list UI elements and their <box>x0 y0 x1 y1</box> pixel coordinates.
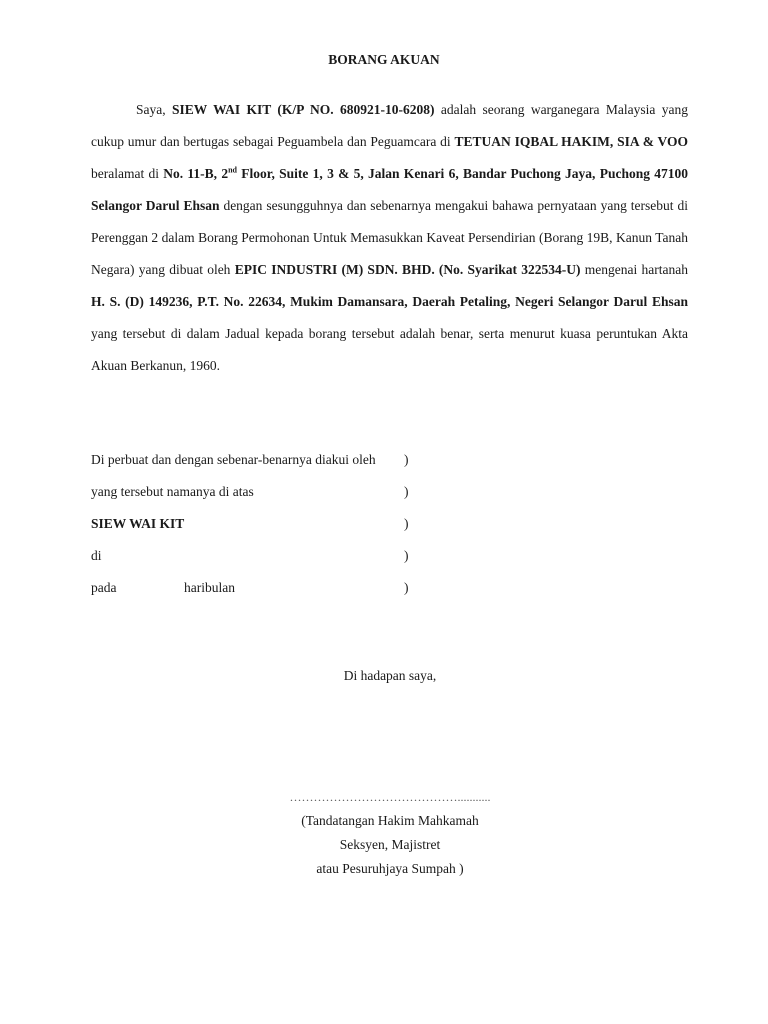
signature-caption-2: Seksyen, Majistret <box>339 837 441 852</box>
signature-line: ……………………………………........... <box>289 790 491 804</box>
closing-paren: ) <box>404 516 409 531</box>
property-description: H. S. (D) 149236, P.T. No. 22634, Mukim Damansara, Daerah Petaling, Negeri Selangor Darul Ehsan <box>91 294 688 309</box>
law-firm-name: TETUAN IQBAL HAKIM, SIA & VOO <box>454 134 688 149</box>
date-label: pada <box>91 580 117 595</box>
declarant-name: SIEW WAI KIT <box>91 516 185 531</box>
witness-before: Di hadapan saya, <box>343 668 437 683</box>
attestation-line-3 <box>91 514 409 534</box>
para-text-2: adalah seorang warganegara Malaysia yang cukup umur dan bertugas sebagai Peguambela dan Peguamcara di <box>91 102 688 149</box>
attestation-line-4 <box>91 546 409 566</box>
signature-caption-3: atau Pesuruhjaya Sumpah ) <box>316 861 464 876</box>
closing-paren: ) <box>404 548 409 563</box>
attestation-line-1 <box>91 450 409 470</box>
para-text-3: beralamat di <box>91 166 164 181</box>
signature-caption-1: (Tandatangan Hakim Mahkamah <box>301 813 479 828</box>
firm-address: No. 11-B, 2nd Floor, Suite 1, 3 & 5, Jalan Kenari 6, Bandar Puchong Jaya, Puchong 47100 Selangor Darul Ehsan <box>91 165 688 213</box>
attestation-text: Di perbuat dan dengan sebenar-benarnya diakui oleh <box>91 452 376 467</box>
attestation-line-2 <box>91 482 409 502</box>
attestation-line-5 <box>91 578 409 598</box>
para-text-4: dengan sesungguhnya dan sebenarnya mengakui bahawa pernyataan yang tersebut di Perenggan 2 dalam Borang Permohonan Untuk Memasukkan Kaveat Persendirian (Borang 19B, Kanun Tanah Negara) yang dibuat oleh <box>91 198 688 277</box>
attestation-text: yang tersebut namanya di atas <box>91 484 254 499</box>
para-text-1: Saya, <box>136 102 172 117</box>
closing-paren: ) <box>404 484 409 499</box>
declarant-name-ic: SIEW WAI KIT (K/P NO. 680921-10-6208) <box>172 102 435 117</box>
day-label: haribulan <box>184 580 235 595</box>
para-text-6: yang tersebut di dalam Jadual kepada borang tersebut adalah benar, serta menurut kuasa peruntukan Akta Akuan Berkanun, 1960. <box>91 326 688 373</box>
declaration-paragraph <box>91 94 688 382</box>
para-text-5: mengenai hartanah <box>580 262 688 277</box>
closing-paren: ) <box>404 580 409 595</box>
closing-paren: ) <box>404 452 409 467</box>
company-name: EPIC INDUSTRI (M) SDN. BHD. (No. Syarikat 322534-U) <box>234 262 581 277</box>
document-title: BORANG AKUAN <box>328 52 440 67</box>
place-label: di <box>91 548 102 563</box>
